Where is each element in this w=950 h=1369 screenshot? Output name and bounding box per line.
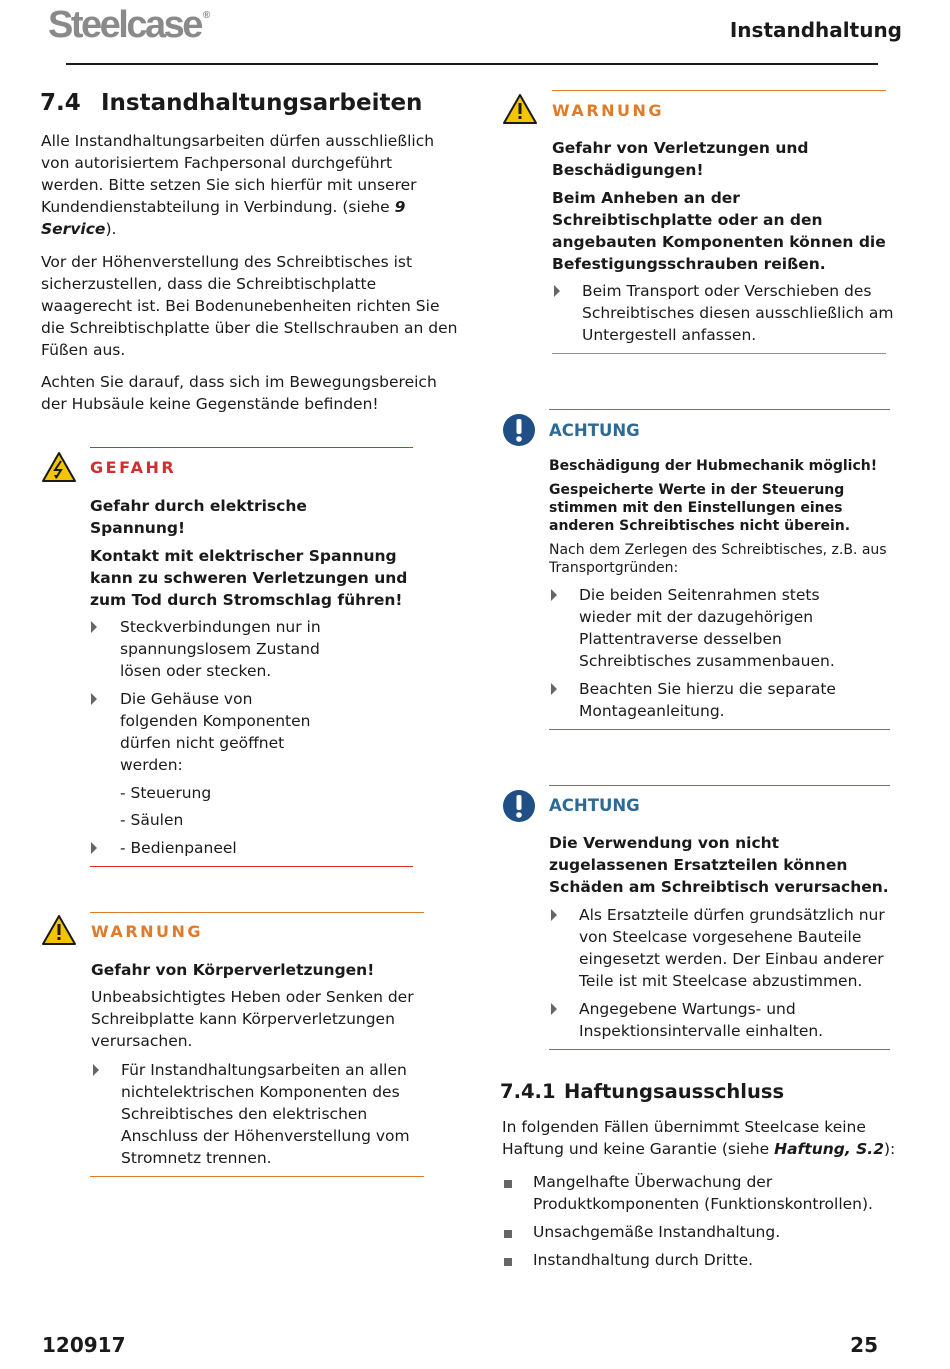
text-line: Schreibplatte kann Körperverletzungen <box>91 1010 395 1028</box>
notice-title: Beschädigung der Hubmechanik möglich! <box>549 458 878 474</box>
text-line: wieder mit der dazugehörigen <box>579 608 814 626</box>
text-span: Kundendienstabteilung in Verbindung. (siehe <box>41 198 395 216</box>
triangle-bullet-icon <box>551 683 557 695</box>
text-line: sicherzustellen, dass die Schreibtischplatte <box>41 275 377 293</box>
liability-link[interactable]: Haftung, S.2 <box>774 1140 884 1158</box>
section-title: Instandhaltungsarbeiten <box>101 90 423 116</box>
text-line: Schreibtischplatte oder an den <box>552 211 823 229</box>
square-bullet-icon <box>504 1258 512 1266</box>
section-heading <box>40 90 422 116</box>
text-line: Gefahr durch elektrische <box>90 497 307 515</box>
text-line: eingesetzt werden. Der Einbau anderer <box>579 950 884 968</box>
text-line: Die beiden Seitenrahmen stets <box>579 586 820 604</box>
notice-box-bottom-rule <box>549 1049 890 1050</box>
danger-subitem-columns: - Säulen <box>120 811 184 829</box>
text-line: zum Tod durch Stromschlag führen! <box>90 591 403 609</box>
text-line <box>41 218 434 240</box>
warning-item-transport <box>582 280 894 346</box>
notice-box-bottom-rule <box>549 729 890 730</box>
triangle-bullet-icon <box>91 693 97 705</box>
warning-title: Gefahr von Körperverletzungen! <box>91 961 375 979</box>
text-line: Unbeabsichtigtes Heben oder Senken der <box>91 988 414 1006</box>
text-span: Haftung und keine Garantie (siehe <box>502 1140 775 1158</box>
service-link-number[interactable]: 9 <box>394 198 406 216</box>
triangle-bullet-icon <box>551 909 557 921</box>
triangle-bullet-icon <box>93 1064 99 1076</box>
text-line: Schäden am Schreibtisch verursachen. <box>549 878 889 896</box>
text-line: Beschädigungen! <box>552 161 704 179</box>
text-line: Die Gehäuse von <box>120 690 253 708</box>
logo-text: Steelcase <box>48 4 201 46</box>
text-line <box>41 196 434 218</box>
document-number: 120917 <box>42 1333 126 1357</box>
liability-item-third-party: Instandhaltung durch Dritte. <box>533 1251 754 1269</box>
danger-subitem-controller: - Steuerung <box>120 784 212 802</box>
text-span: ). <box>105 220 117 238</box>
notice-item-intervals <box>579 998 823 1042</box>
text-line: Beachten Sie hierzu die separate <box>579 680 836 698</box>
text-line: anderen Schreibtisches nicht überein. <box>549 518 851 534</box>
text-line: Plattentraverse desselben <box>579 630 782 648</box>
warning-box-bottom-rule <box>90 1176 424 1177</box>
text-span: ): <box>883 1140 896 1158</box>
notice-consequence <box>549 481 850 535</box>
square-bullet-icon <box>504 1180 512 1188</box>
warning-box-top-rule <box>552 90 886 91</box>
notice-title <box>549 832 889 898</box>
text-line: werden: <box>120 756 183 774</box>
liability-intro <box>502 1116 895 1160</box>
danger-box-top-rule <box>90 447 413 448</box>
text-line: lösen oder stecken. <box>120 662 272 680</box>
text-line: von autorisiertem Fachpersonal durchgeführt <box>41 154 393 172</box>
text-line: Vor der Höhenverstellung des Schreibtisches ist <box>41 253 413 271</box>
text-line: Gefahr von Verletzungen und <box>552 139 809 157</box>
text-line: stimmen mit den Einstellungen eines <box>549 500 843 516</box>
clearance-paragraph <box>41 371 437 415</box>
warning-box-top-rule <box>90 912 424 913</box>
text-line: dürfen nicht geöffnet <box>120 734 285 752</box>
notice-signal-word: ACHTUNG <box>549 421 640 440</box>
danger-title <box>90 495 307 539</box>
text-line: verursachen. <box>91 1032 193 1050</box>
text-line: angebauten Komponenten können die <box>552 233 886 251</box>
text-line: Montageanleitung. <box>579 702 725 720</box>
text-line: Kontakt mit elektrischer Spannung <box>90 547 397 565</box>
danger-subitem-panel: - Bedienpaneel <box>120 839 237 857</box>
text-line: Die Verwendung von nicht <box>549 834 780 852</box>
text-line: Inspektionsintervalle einhalten. <box>579 1022 824 1040</box>
triangle-bullet-icon <box>551 589 557 601</box>
text-line: Füßen aus. <box>41 341 126 359</box>
text-line: Gespeicherte Werte in der Steuerung <box>549 482 845 498</box>
subsection-title: Haftungsausschluss <box>564 1080 785 1103</box>
notice-context <box>549 541 887 577</box>
text-line: Mangelhafte Überwachung der <box>533 1173 773 1191</box>
subsection-heading <box>500 1080 784 1103</box>
subsection-number: 7.4.1 <box>500 1080 556 1103</box>
text-line: Spannung! <box>90 519 186 537</box>
warning-signal-word: WARNUNG <box>91 922 204 941</box>
warning-text <box>91 986 414 1052</box>
danger-item-connectors <box>120 616 321 682</box>
liability-item-improper: Unsachgemäße Instandhaltung. <box>533 1223 781 1241</box>
text-line: Schreibtisches zusammenbauen. <box>579 652 835 670</box>
text-line: Alle Instandhaltungsarbeiten dürfen ausschließlich <box>41 132 435 150</box>
warning-triangle-icon <box>502 93 538 125</box>
text-line: folgenden Komponenten <box>120 712 311 730</box>
danger-signal-word: GEFAHR <box>90 458 177 477</box>
exclamation-circle-icon <box>502 789 536 823</box>
text-line: In folgenden Fällen übernimmt Steelcase keine <box>502 1118 866 1136</box>
text-line: Stromnetz trennen. <box>121 1149 272 1167</box>
service-link[interactable]: Service <box>41 220 106 238</box>
section-number: 7.4 <box>40 90 81 116</box>
text-line <box>502 1138 895 1160</box>
leveling-paragraph <box>41 251 457 361</box>
text-line: Nach dem Zerlegen des Schreibtisches, z.B. aus <box>549 542 887 558</box>
header-divider <box>66 63 878 65</box>
text-line: Achten Sie darauf, dass sich im Bewegungsbereich <box>41 373 437 391</box>
text-line: werden. Bitte setzen Sie sich hierfür mit unserer <box>41 176 417 194</box>
text-line: spannungslosem Zustand <box>120 640 320 658</box>
danger-box-bottom-rule <box>90 866 413 867</box>
warning-consequence <box>552 187 886 275</box>
text-line: Produktkomponenten (Funktionskontrollen). <box>533 1195 873 1213</box>
text-line: Schreibtisches den elektrischen <box>121 1105 368 1123</box>
notice-box-top-rule <box>549 409 890 410</box>
notice-item-manual <box>579 678 836 722</box>
square-bullet-icon <box>504 1230 512 1238</box>
text-line: Angegebene Wartungs- und <box>579 1000 796 1018</box>
notice-item-reassemble <box>579 584 835 672</box>
notice-item-spare-parts <box>579 904 885 992</box>
text-line: kann zu schweren Verletzungen und <box>90 569 408 587</box>
danger-consequence <box>90 545 407 611</box>
liability-item-monitoring <box>533 1171 873 1215</box>
notice-signal-word: ACHTUNG <box>549 796 640 815</box>
intro-paragraph <box>41 130 434 240</box>
text-line: Steckverbindungen nur in <box>120 618 321 636</box>
text-line: nichtelektrischen Komponenten des <box>121 1083 400 1101</box>
triangle-bullet-icon <box>554 285 560 297</box>
text-line: die Schreibtischplatte über die Stellschrauben an den <box>41 319 458 337</box>
triangle-bullet-icon <box>551 1003 557 1015</box>
electric-hazard-icon <box>41 451 77 483</box>
text-line: Teile ist mit Steelcase abzustimmen. <box>579 972 863 990</box>
text-line: Beim Anheben an der <box>552 189 740 207</box>
text-line: Befestigungsschrauben reißen. <box>552 255 826 273</box>
text-line: Transportgründen: <box>549 560 679 576</box>
danger-item-housings <box>120 688 311 776</box>
warning-signal-word: WARNUNG <box>552 101 665 120</box>
text-line: Als Ersatzteile dürfen grundsätzlich nur <box>579 906 885 924</box>
text-line: von Steelcase vorgesehene Bauteile <box>579 928 862 946</box>
warning-triangle-icon <box>41 914 77 946</box>
steelcase-logo <box>48 4 211 47</box>
text-line: waagerecht ist. Bei Bodenunebenheiten richten Sie <box>41 297 440 315</box>
warning-title <box>552 137 809 181</box>
notice-box-top-rule <box>549 785 890 786</box>
warning-item-disconnect <box>121 1059 410 1169</box>
text-line: zugelassenen Ersatzteilen können <box>549 856 848 874</box>
warning-box-bottom-rule <box>552 353 886 354</box>
triangle-bullet-icon <box>91 621 97 633</box>
triangle-bullet-icon <box>91 842 97 854</box>
text-line: Für Instandhaltungsarbeiten an allen <box>121 1061 407 1079</box>
text-line: Schreibtisches diesen ausschließlich am <box>582 304 894 322</box>
exclamation-circle-icon <box>502 413 536 447</box>
section-header-title: Instandhaltung <box>729 18 902 42</box>
registered-mark: ® <box>202 10 211 21</box>
text-line: der Hubsäule keine Gegenstände befinden! <box>41 395 379 413</box>
text-line: Anschluss der Höhenverstellung vom <box>121 1127 410 1145</box>
page-number: 25 <box>850 1333 878 1357</box>
text-line: Untergestell anfassen. <box>582 326 757 344</box>
text-line: Beim Transport oder Verschieben des <box>582 282 872 300</box>
